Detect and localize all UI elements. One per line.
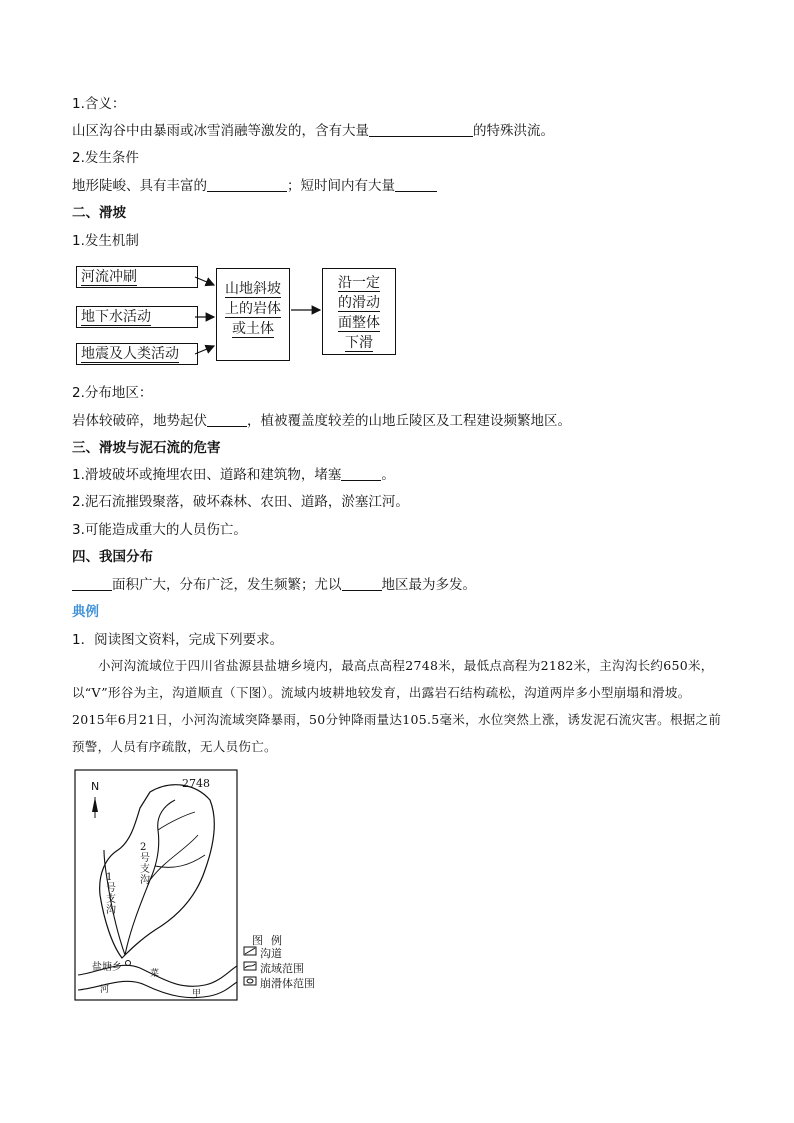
cause-label: 地下水活动 <box>81 309 151 325</box>
meaning-text-b: 的特殊洪流。 <box>473 123 554 139</box>
cause-label: 河流冲刷 <box>81 269 137 285</box>
branch1-label: 1号支沟 <box>106 872 116 916</box>
china-text-b: 地区最为多发。 <box>381 577 476 593</box>
river-label-a: 河 <box>100 985 110 995</box>
condition-heading: 2.发生条件 <box>72 150 139 166</box>
condition-text-b: ；短时间内有大量 <box>287 178 395 194</box>
china-text-a: 面积广大，分布广泛，发生频繁；尤以 <box>112 577 342 593</box>
slope-line: 山地斜坡 <box>225 281 281 297</box>
result-line: 的滑动 <box>338 295 380 311</box>
example-question: 1．阅读图文资料，完成下列要求。 <box>72 632 284 648</box>
hazard-item-3: 3.可能造成重大的人员伤亡。 <box>72 522 247 538</box>
legend-item-collapse: 崩滑体范围 <box>260 977 315 990</box>
slope-line: 上的岩体 <box>225 301 281 317</box>
distribution-text-b: ，植被覆盖度较差的山地丘陵区及工程建设频繁地区。 <box>247 413 571 429</box>
town-marker-icon <box>126 961 131 966</box>
hazard-item-1-b: 。 <box>381 467 395 483</box>
legend-title: 图例 <box>252 934 290 947</box>
mechanism-heading: 1.发生机制 <box>72 233 139 249</box>
example-paragraph: 小河沟流域位于四川省盐源县盐塘乡境内，最高点高程2748米，最低点高程为2182米，主沟沟长约650米，以“V”形谷为主，沟道顺直（下图）。流域内坡耕地较发育，出露岩石结构疏松，沟道两岸多小型崩塌和滑坡。2015年6月21日，小河沟流域突降暴雨，50分钟降雨量达105.5毫米，水位突然上涨，诱发泥石流灾害。根据之前预警，人员有序疏散，无人员伤亡。 <box>72 658 722 754</box>
meaning-heading: 1.含义： <box>72 96 126 112</box>
legend-symbol-boundary <box>244 962 256 970</box>
north-label: N <box>91 780 100 793</box>
slope-line: 或土体 <box>232 321 274 337</box>
result-line: 沿一定 <box>338 275 380 291</box>
distribution-text-a: 岩体较破碎，地势起伏 <box>72 413 207 429</box>
legend-symbol-collapse <box>244 977 256 985</box>
river-label-c: 甲 <box>192 989 202 999</box>
branch2-label: 2号支沟 <box>140 842 150 886</box>
hazard-heading: 三、滑坡与泥石流的危害 <box>72 440 221 456</box>
river-label-b: 菜 <box>150 969 160 979</box>
hazard-item-2: 2.泥石流摧毁聚落，破坏森林、农田、道路，淤塞江河。 <box>72 494 409 510</box>
cause-label: 地震及人类活动 <box>81 346 179 362</box>
town-label: 盐塘乡 <box>92 962 122 973</box>
china-distribution-heading: 四、我国分布 <box>72 549 153 565</box>
elevation-label: 2748 <box>182 777 210 790</box>
hazard-item-1-a: 1.滑坡破坏或掩埋农田、道路和建筑物，堵塞 <box>72 467 342 483</box>
legend-symbol-channel <box>244 947 256 955</box>
legend-item-channel: 沟道 <box>260 947 282 960</box>
meaning-text-a: 山区沟谷中由暴雨或冰雪消融等激发的，含有大量 <box>72 123 369 139</box>
example-label: 典例 <box>72 604 99 620</box>
result-line: 面整体 <box>338 315 380 331</box>
condition-text-a: 地形陡峻、具有丰富的 <box>72 178 207 194</box>
landslide-heading: 二、滑坡 <box>72 205 126 221</box>
result-line: 下滑 <box>345 335 373 351</box>
distribution-heading: 2.分布地区： <box>72 385 153 401</box>
legend-item-boundary: 流域范围 <box>260 962 304 975</box>
